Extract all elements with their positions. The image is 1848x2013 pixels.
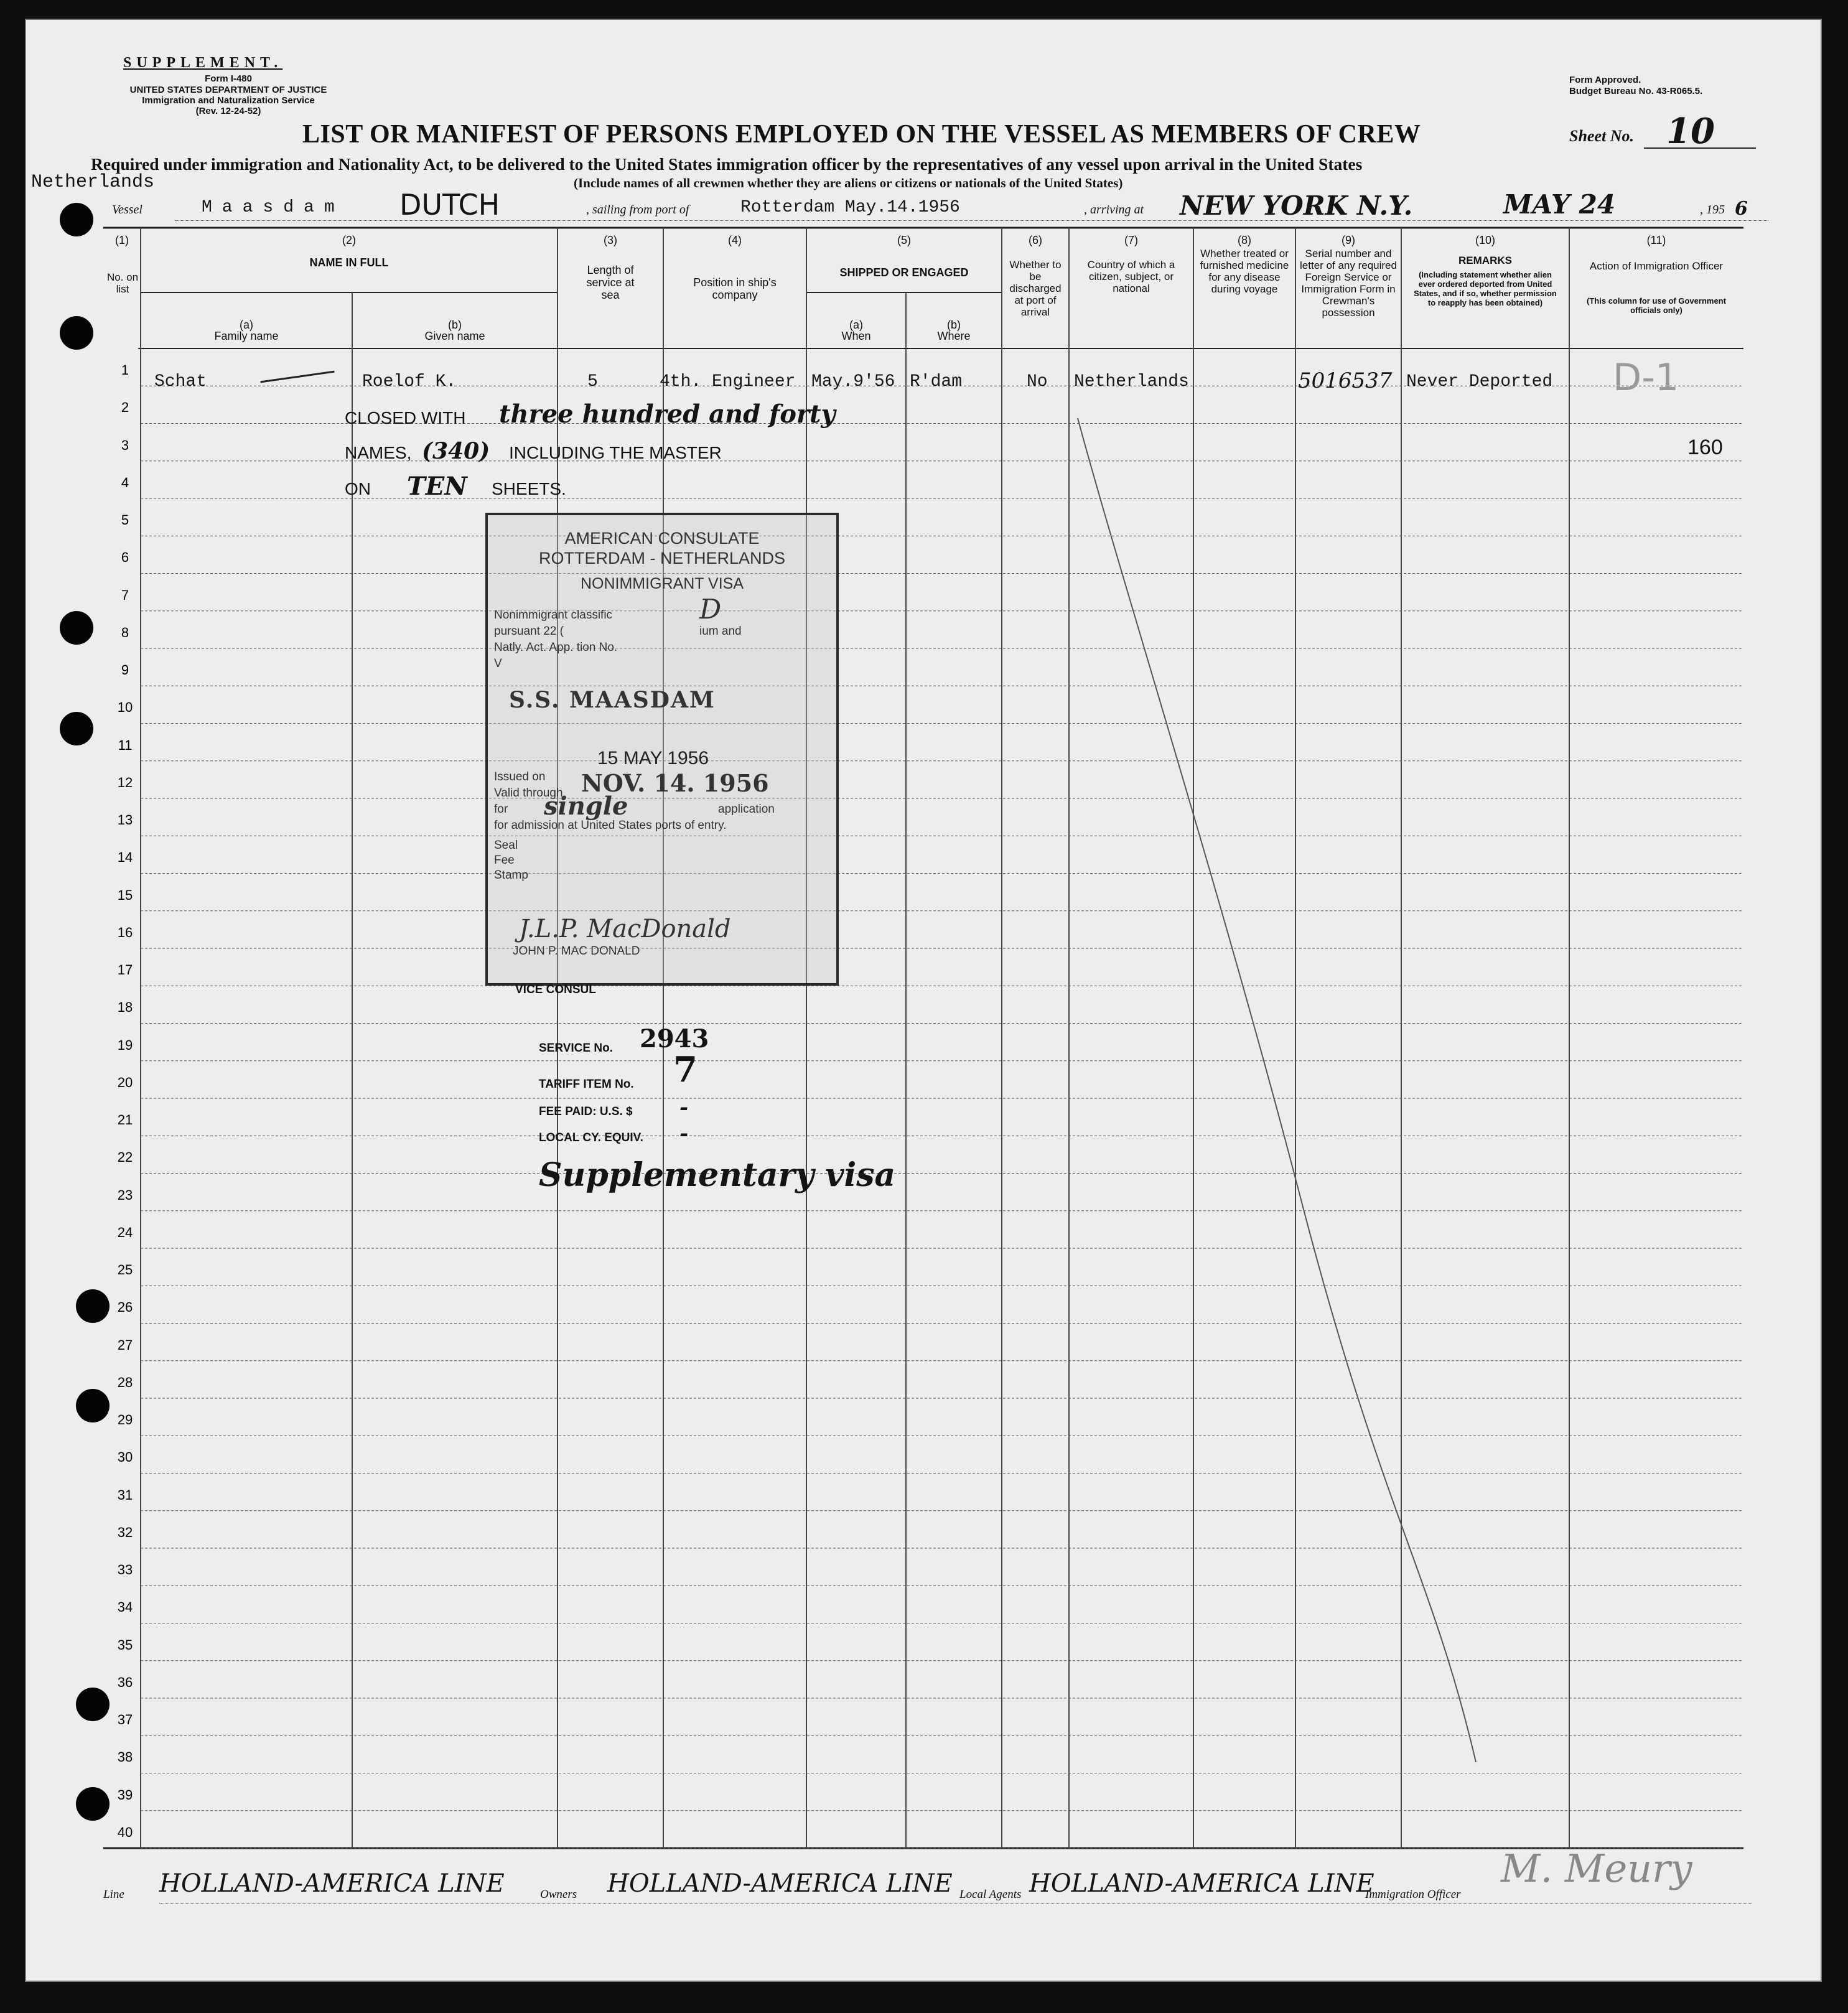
form-number: Form I-480 (205, 73, 252, 84)
stamp-city: ROTTERDAM - NETHERLANDS (538, 549, 786, 567)
local-equiv-label: LOCAL CY. EQUIV. (539, 1131, 643, 1144)
stamp-valid-date: NOV. 14. 1956 (581, 769, 769, 797)
form-revision: (Rev. 12-24-52) (195, 106, 261, 116)
year-label: , 195 (1700, 203, 1725, 217)
footer-line-label: Line (103, 1888, 124, 1901)
local-equiv-value: - (679, 1121, 689, 1146)
entry-given-name: Roelof K. (362, 372, 457, 391)
col9-num: (9) (1342, 234, 1355, 246)
row-number: 35 (117, 1637, 133, 1653)
col7-label: Country of which a citizen, subject, or national (1087, 259, 1175, 294)
row-number: 29 (117, 1412, 133, 1427)
form-approved: Form Approved. (1569, 75, 1641, 85)
count-number: (340) (422, 438, 490, 464)
stamp-nat-act: Natly. Act. App. tion No. (494, 641, 618, 654)
stamp-v: V (494, 657, 502, 670)
col6-label: Whether to be discharged at port of arrival (1009, 259, 1062, 318)
col2-num: (2) (342, 234, 356, 246)
footer-line-value: HOLLAND-AMERICA LINE (159, 1869, 505, 1898)
consulate-visa-stamp (485, 513, 839, 986)
entry-serial: 5016537 (1298, 368, 1393, 393)
row-number: 18 (117, 999, 133, 1016)
vessel-label: Vessel (112, 203, 142, 217)
budget-bureau: Budget Bureau No. 43-R065.5. (1569, 86, 1703, 96)
row-number: 24 (117, 1224, 133, 1240)
row-number: 15 (117, 887, 133, 903)
col1-num: (1) (115, 234, 129, 246)
stamp-ium: ium and (699, 625, 742, 638)
row-number: 7 (121, 587, 129, 603)
col11-num: (11) (1646, 234, 1666, 246)
row-number: 22 (117, 1149, 133, 1165)
row-number: 13 (117, 812, 133, 828)
stamp-fee: Fee (494, 854, 515, 867)
sailing-label: , sailing from port of (586, 203, 689, 217)
row-number: 2 (121, 399, 129, 416)
service-label: SERVICE No. (539, 1042, 613, 1055)
stamp-ship-name: S.S. MAASDAM (509, 687, 716, 713)
row-number: 28 (117, 1374, 133, 1390)
count-in-words: three hundred and forty (499, 399, 836, 429)
sheet-number: 10 (1666, 111, 1715, 152)
row-number: 11 (118, 737, 133, 753)
col2a-num: (a) (240, 319, 253, 331)
tariff-number: 7 (673, 1049, 698, 1090)
stamp-consulate: AMERICAN CONSULATE (564, 529, 760, 548)
entry-length: 5 (587, 372, 598, 391)
row-number: 14 (117, 849, 133, 866)
row-number: 23 (117, 1187, 133, 1203)
required-statement: Required under immigration and Nationality Act, to be delivered to the United States immigration officer by the representatives of any vessel upon arrival in the United States (91, 154, 1363, 174)
col11-note: (This column for use of Government officials only) (1587, 296, 1726, 315)
footer-officer-signature: M. Meury (1501, 1846, 1692, 1891)
sailing-port: Rotterdam May.14.1956 (740, 198, 960, 217)
row-number: 9 (121, 662, 129, 678)
stamp-signature: J.L.P. MacDonald (519, 915, 731, 943)
fee-value: - (679, 1095, 689, 1120)
row-number: 17 (117, 962, 133, 978)
including-master: INCLUDING THE MASTER (509, 443, 722, 462)
names-label: NAMES, (345, 443, 412, 462)
include-note: (Include names of all crewmen whether they are aliens or citizens or nationals of the United States) (574, 175, 1123, 190)
stamp-stamp-word: Stamp (494, 869, 528, 882)
stamp-seal: Seal (494, 839, 518, 852)
sheets-label: SHEETS. (492, 479, 566, 498)
row-number: 3 (121, 437, 129, 453)
entry-country: Netherlands (1074, 372, 1189, 391)
stamp-consul-name: JOHN P. MAC DONALD (513, 945, 640, 958)
tariff-label: TARIFF ITEM No. (539, 1078, 634, 1091)
col3-num: (3) (604, 234, 617, 246)
col8-label: Whether treated or furnished medicine for any disease during voyage (1200, 248, 1289, 295)
col7-num: (7) (1124, 234, 1138, 246)
row-number: 27 (117, 1337, 133, 1353)
service-number: 2943 (640, 1024, 709, 1053)
row-number: 20 (117, 1074, 133, 1090)
col10-note: (Including statement whether alien ever ordered deported from United States, and if so, whether permission to reapply has been obtained) (1414, 270, 1557, 307)
stamp-application: application (718, 803, 775, 816)
row-number: 32 (117, 1524, 133, 1540)
entry-where: R'dam (910, 372, 963, 391)
col5a-label: When (841, 330, 871, 342)
row-number: 12 (117, 774, 133, 790)
col4-label: Position in ship's company (693, 276, 777, 301)
row-number: 8 (121, 624, 129, 640)
stamp-class-letter: D (699, 594, 722, 625)
entry-when: May.9'56 (811, 372, 895, 391)
row-number: 37 (117, 1712, 133, 1727)
service-name: Immigration and Naturalization Service (142, 95, 315, 106)
year-digit: 6 (1735, 198, 1748, 220)
row-number: 39 (117, 1786, 133, 1803)
col11-label: Action of Immigration Officer (1589, 260, 1724, 272)
arriving-label: , arriving at (1084, 203, 1144, 217)
department: UNITED STATES DEPARTMENT OF JUSTICE (129, 85, 327, 95)
col5-label: SHIPPED OR ENGAGED (839, 266, 969, 279)
col2-label: NAME IN FULL (309, 256, 389, 269)
vessel-flag: DUTCH (399, 188, 500, 222)
stamp-for-label: for (494, 803, 508, 816)
entry-family-name: Schat (154, 372, 207, 391)
vessel-name: Maasdam (202, 198, 345, 217)
col5b-num: (b) (947, 319, 961, 331)
col3-label: Length of service at sea (586, 264, 635, 301)
arriving-port: NEW YORK N.Y. (1180, 190, 1413, 221)
entry-discharged: No (1027, 372, 1048, 391)
col5b-label: Where (937, 330, 971, 342)
stamp-single: single (544, 792, 628, 821)
manifest-sheet (25, 19, 1822, 1982)
entry-remarks: Never Deported (1406, 372, 1553, 391)
stamp-vice-consul: VICE CONSUL (515, 983, 596, 996)
footer-officer-label: Immigration Officer (1365, 1888, 1461, 1901)
pencil-line (1078, 418, 1476, 1762)
col10-num: (10) (1475, 234, 1495, 246)
table-grid (26, 20, 1823, 1983)
stamp-valid-label: Valid through (494, 787, 563, 800)
col2b-num: (b) (448, 319, 462, 331)
stamp-issued-label: Issued on (494, 770, 546, 783)
count-160: 160 (1687, 436, 1723, 459)
footer-owners-value: HOLLAND-AMERICA LINE (607, 1869, 953, 1898)
supplement-label: SUPPLEMENT. (123, 55, 283, 71)
col10-label: REMARKS (1458, 255, 1512, 266)
row-number: 33 (117, 1562, 133, 1577)
stamp-classification: Nonimmigrant classific (494, 609, 613, 622)
row-number: 21 (117, 1112, 133, 1128)
col5-num: (5) (897, 234, 911, 246)
col8-num: (8) (1238, 234, 1251, 246)
col1-label: No. on list (106, 271, 139, 295)
footer-owners-label: Owners (540, 1888, 577, 1901)
col2a-label: Family name (214, 330, 279, 342)
on-label: ON (345, 479, 371, 498)
row-number: 16 (117, 924, 133, 940)
row-number: 1 (121, 362, 129, 378)
stamp-pursuant: pursuant 22 ( (494, 625, 564, 638)
row-number: 30 (117, 1449, 133, 1465)
col4-num: (4) (728, 234, 742, 246)
col6-num: (6) (1029, 234, 1042, 246)
stamp-admission: for admission at United States ports of entry. (494, 819, 727, 832)
row-number: 10 (117, 699, 133, 716)
row-number: 19 (117, 1037, 133, 1053)
stamp-visa-type: NONIMMIGRANT VISA (580, 575, 744, 592)
fee-label: FEE PAID: U.S. $ (539, 1105, 633, 1118)
manifest-title: LIST OR MANIFEST OF PERSONS EMPLOYED ON THE VESSEL AS MEMBERS OF CREW (302, 120, 1421, 149)
sheet-label: Sheet No. (1569, 127, 1634, 145)
col9-label: Serial number and letter of any required Foreign Service or Immigration Form in Crewman's possession (1300, 248, 1397, 319)
sheets-count: TEN (407, 472, 467, 501)
row-number: 6 (121, 549, 129, 566)
col5a-num: (a) (849, 319, 863, 331)
entry-action: D-1 (1613, 356, 1679, 399)
footer-agents-label: Local Agents (959, 1888, 1022, 1901)
row-number: 31 (117, 1487, 133, 1503)
footer-agents-value: HOLLAND-AMERICA LINE (1029, 1869, 1374, 1898)
entry-position: 4th. Engineer (660, 372, 796, 391)
row-number: 4 (121, 474, 129, 490)
row-number: 40 (117, 1824, 133, 1840)
row-number: 25 (117, 1262, 133, 1277)
stamp-issued-date: 15 MAY 1956 (597, 748, 709, 768)
row-number: 5 (121, 512, 129, 528)
col2b-label: Given name (424, 330, 485, 342)
arrival-date: MAY 24 (1503, 189, 1616, 220)
closed-with-label: CLOSED WITH (345, 408, 466, 427)
row-number: 38 (117, 1749, 133, 1765)
row-number: 26 (117, 1299, 133, 1315)
row-number: 36 (117, 1674, 133, 1690)
row-number: 34 (117, 1599, 133, 1615)
nationality: Netherlands (31, 172, 155, 193)
supplementary-visa-note: Supplementary visa (539, 1156, 896, 1194)
